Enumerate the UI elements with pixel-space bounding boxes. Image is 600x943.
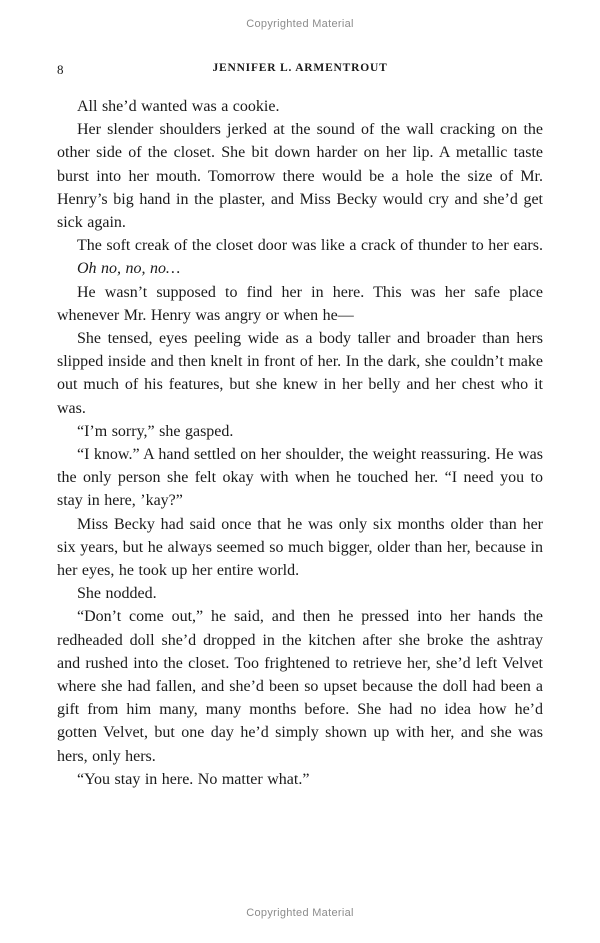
paragraph: Oh no, no, no… xyxy=(77,260,181,278)
paragraph: “You stay in here. No matter what.” xyxy=(77,770,310,788)
copyright-notice-top: Copyrighted Material xyxy=(246,18,354,30)
copyright-notice-bottom: Copyrighted Material xyxy=(246,907,354,919)
paragraph: Her slender shoulders jerked at the sound of the wall cracking on the other side of the closet. She bit down harder on her lip. A metallic taste burst into her mouth. Tomorrow there would be a hole the size of Mr. Henry’s big hand in the plaster, and Miss Becky would cry and she’d get sick again. xyxy=(57,121,543,232)
running-header-author: JENNIFER L. ARMENTROUT xyxy=(212,62,388,74)
paragraph: She tensed, eyes peeling wide as a body taller and broader than hers slipped inside and then knelt in front of her. In the dark, she couldn’t make out much of his features, but she knew in her belly and her chest who it was. xyxy=(57,330,543,417)
paragraph: She nodded. xyxy=(77,585,157,603)
body-text xyxy=(57,95,543,791)
page-header xyxy=(0,62,600,78)
paragraph: “I’m sorry,” she gasped. xyxy=(77,422,234,440)
paragraph: The soft creak of the closet door was like a crack of thunder to her ears. xyxy=(77,237,543,255)
paragraph: All she’d wanted was a cookie. xyxy=(77,98,280,115)
paragraph: He wasn’t supposed to find her in here. This was her safe place whenever Mr. Henry was angry or when he— xyxy=(57,283,543,324)
paragraph: “Don’t come out,” he said, and then he pressed into her hands the redheaded doll she’d dropped in the kitchen after she broke the ashtray and rushed into the closet. Too frightened to retrieve her, she’d left Velvet where she had fallen, and she’d been so upset because the doll had been a gift from him many, many months before. She had no idea how he’d gotten Velvet, but one day he’d simply shown up with her, and she was hers, only hers. xyxy=(57,608,543,765)
paragraph: Miss Becky had said once that he was only six months older than her six years, but he always seemed so much bigger, older than her, because in her eyes, he took up her entire world. xyxy=(57,515,543,580)
paragraph: “I know.” A hand settled on her shoulder, the weight reassuring. He was the only person she felt okay with when he touched her. “I need you to stay in here, ’kay?” xyxy=(57,446,543,510)
page-number: 8 xyxy=(57,62,64,77)
